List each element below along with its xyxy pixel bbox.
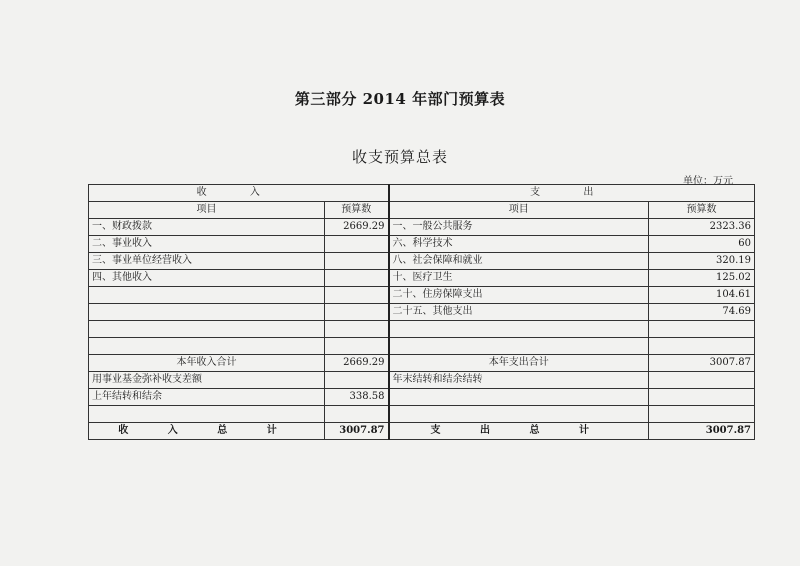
expense-item-cell: 六、科学技术 <box>389 236 649 253</box>
table-row <box>89 304 755 321</box>
expense-item-cell: 八、社会保障和就业 <box>389 253 649 270</box>
section-header-row <box>89 185 755 202</box>
part-title: 第三部分 2014 年部门预算表 <box>294 90 506 108</box>
expense-total-label: 支 出 总 计 <box>389 423 649 440</box>
income-item-header: 项目 <box>89 202 325 219</box>
expense-value-cell: 320.19 <box>649 253 755 270</box>
income-value-cell <box>325 270 389 287</box>
income-item-cell: 上年结转和结余 <box>89 389 325 406</box>
income-value-cell: 2669.29 <box>325 219 389 236</box>
income-value-cell <box>325 406 389 423</box>
income-value-cell: 2669.29 <box>325 355 389 372</box>
income-value-cell <box>325 253 389 270</box>
table-row <box>89 389 755 406</box>
income-budget-header: 预算数 <box>325 202 389 219</box>
expense-item-cell: 本年支出合计 <box>389 355 649 372</box>
income-value-cell <box>325 304 389 321</box>
income-item-cell <box>89 321 325 338</box>
income-item-cell <box>89 287 325 304</box>
income-value-cell <box>325 236 389 253</box>
expense-value-cell: 60 <box>649 236 755 253</box>
income-value-cell: 338.58 <box>325 389 389 406</box>
table-row <box>89 372 755 389</box>
expense-value-cell <box>649 372 755 389</box>
expense-item-cell: 一、一般公共服务 <box>389 219 649 236</box>
income-total-label: 收 入 总 计 <box>89 423 325 440</box>
expense-item-cell <box>389 406 649 423</box>
income-item-cell <box>89 406 325 423</box>
expense-item-cell: 二十五、其他支出 <box>389 304 649 321</box>
unit-label: 单位：万元 <box>683 176 733 187</box>
income-item-cell: 用事业基金弥补收支差额 <box>89 372 325 389</box>
table-row <box>89 270 755 287</box>
expense-value-cell <box>649 389 755 406</box>
expense-value-cell: 104.61 <box>649 287 755 304</box>
income-item-cell: 三、事业单位经营收入 <box>89 253 325 270</box>
expense-item-cell: 十、医疗卫生 <box>389 270 649 287</box>
table-row <box>89 406 755 423</box>
budget-summary-table <box>88 184 755 440</box>
table-row <box>89 338 755 355</box>
income-item-cell <box>89 304 325 321</box>
income-section-header: 收 入 <box>89 185 389 202</box>
expense-total-value: 3007.87 <box>649 423 755 440</box>
expense-budget-header: 预算数 <box>649 202 755 219</box>
expense-item-cell <box>389 321 649 338</box>
table-row <box>89 355 755 372</box>
income-total-value: 3007.87 <box>325 423 389 440</box>
income-item-cell: 四、其他收入 <box>89 270 325 287</box>
expense-value-cell: 2323.36 <box>649 219 755 236</box>
income-item-cell: 一、财政拨款 <box>89 219 325 236</box>
table-row <box>89 219 755 236</box>
grand-total-row <box>89 423 755 440</box>
expense-item-cell: 二十、住房保障支出 <box>389 287 649 304</box>
table-row <box>89 321 755 338</box>
expense-value-cell <box>649 406 755 423</box>
income-item-cell: 二、事业收入 <box>89 236 325 253</box>
table-row <box>89 236 755 253</box>
expense-section-header: 支 出 <box>389 185 755 202</box>
expense-value-cell: 125.02 <box>649 270 755 287</box>
expense-value-cell <box>649 338 755 355</box>
table-row <box>89 287 755 304</box>
column-header-row <box>89 202 755 219</box>
income-value-cell <box>325 321 389 338</box>
expense-value-cell: 74.69 <box>649 304 755 321</box>
income-value-cell <box>325 338 389 355</box>
income-value-cell <box>325 287 389 304</box>
expense-value-cell: 3007.87 <box>649 355 755 372</box>
income-item-cell <box>89 338 325 355</box>
expense-item-header: 项目 <box>389 202 649 219</box>
expense-item-cell <box>389 389 649 406</box>
expense-item-cell: 年末结转和结余结转 <box>389 372 649 389</box>
income-item-cell: 本年收入合计 <box>89 355 325 372</box>
income-value-cell <box>325 372 389 389</box>
table-row <box>89 253 755 270</box>
expense-item-cell <box>389 338 649 355</box>
table-title: 收支预算总表 <box>351 148 448 166</box>
expense-value-cell <box>649 321 755 338</box>
